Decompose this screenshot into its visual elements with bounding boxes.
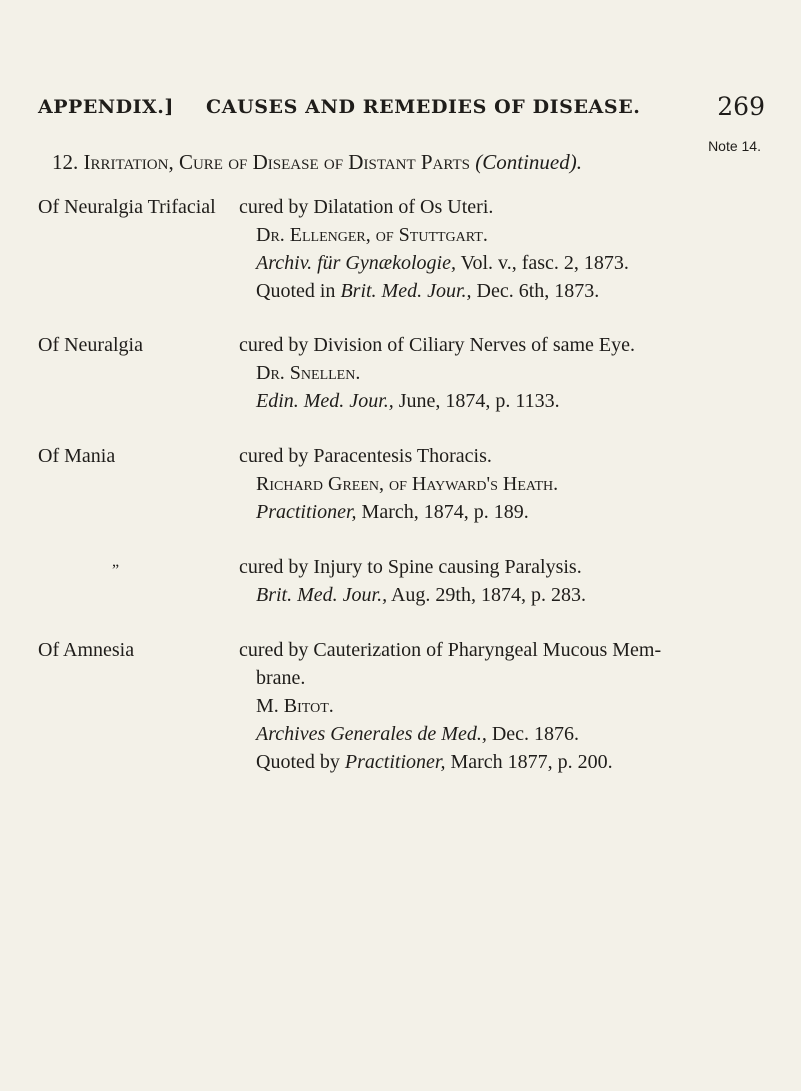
journal-ref: Dec. 1876. xyxy=(486,723,580,745)
entry-citation xyxy=(256,723,579,746)
header-title: CAUSES AND REMEDIES OF DISEASE. xyxy=(206,96,641,118)
entry-quoted xyxy=(256,280,599,303)
journal-ref: March 1877, p. 200. xyxy=(445,751,613,773)
entry-label-mania: Of Mania xyxy=(38,445,116,467)
entry-label-amnesia: Of Amnesia xyxy=(38,639,135,661)
entry-remedy: cured by Cauterization of Pharyngeal Mucous Mem- xyxy=(239,639,662,661)
entry-author: Dr. Ellenger, of Stuttgart. xyxy=(256,224,488,246)
entry-author: Richard Green, of Hayward's Heath. xyxy=(256,473,559,495)
entry-citation xyxy=(256,390,560,413)
entry-label-neuralgia: Of Neuralgia xyxy=(38,334,143,356)
section-continued: (Continued). xyxy=(475,150,582,174)
entry-citation xyxy=(256,501,529,524)
journal-title: Edin. Med. Jour., xyxy=(256,390,394,412)
entry-author: M. Bitot. xyxy=(256,695,334,717)
page-number: 269 xyxy=(717,92,765,121)
entry-label-neuralgia-trifacial: Of Neuralgia Trifacial xyxy=(38,196,216,218)
journal-ref: June, 1874, p. 1133. xyxy=(393,390,560,412)
quoted-prefix: Quoted by xyxy=(256,751,345,773)
section-heading: Irritation, Cure of Disease of Distant Parts xyxy=(83,150,470,174)
journal-title: Practitioner, xyxy=(256,501,357,523)
journal-title: Brit. Med. Jour., xyxy=(256,584,388,606)
entry-remedy: cured by Dilatation of Os Uteri. xyxy=(239,196,494,218)
header-appendix: APPENDIX.] xyxy=(38,96,174,118)
section-title xyxy=(52,150,582,175)
journal-ref: March, 1874, p. 189. xyxy=(356,501,529,523)
entry-citation xyxy=(256,252,629,275)
journal-title: Brit. Med. Jour., xyxy=(340,280,472,302)
journal-ref: Dec. 6th, 1873. xyxy=(471,280,600,302)
entry-remedy-continued: brane. xyxy=(256,667,306,689)
journal-title: Practitioner, xyxy=(344,751,446,773)
journal-title: Archiv. für Gynækologie, xyxy=(256,252,456,274)
entry-quoted xyxy=(256,751,613,774)
entry-author: Dr. Snellen. xyxy=(256,362,361,384)
journal-title: Archives Generales de Med., xyxy=(256,723,487,745)
journal-ref: Aug. 29th, 1874, p. 283. xyxy=(387,584,586,606)
entry-remedy: cured by Division of Ciliary Nerves of same Eye. xyxy=(239,334,636,356)
quoted-prefix: Quoted in xyxy=(256,280,341,302)
running-header xyxy=(38,92,765,128)
note-reference: Note 14. xyxy=(708,138,761,154)
section-number: 12. xyxy=(52,150,84,174)
journal-ref: Vol. v., fasc. 2, 1873. xyxy=(455,252,629,274)
entry-label-ditto: „ xyxy=(112,553,120,570)
entry-remedy: cured by Injury to Spine causing Paralysis. xyxy=(239,556,582,578)
entry-citation xyxy=(256,584,586,607)
entry-remedy: cured by Paracentesis Thoracis. xyxy=(239,445,492,467)
